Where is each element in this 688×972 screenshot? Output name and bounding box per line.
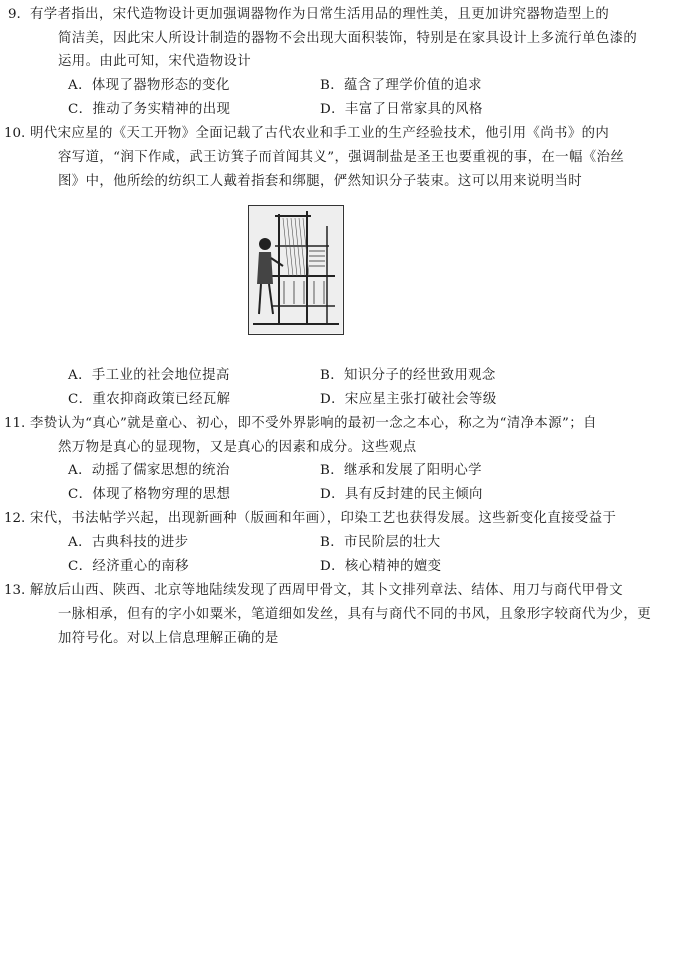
option-d[interactable]: D．具有反封建的民主倾向	[320, 487, 483, 502]
question-text-line: 图》中，他所绘的纺织工人戴着指套和绑腿，俨然知识分子装束。这可以用来说明当时	[58, 174, 583, 189]
option-d[interactable]: D．核心精神的嬗变	[320, 559, 442, 574]
question-number: 13.	[4, 583, 26, 598]
option-c[interactable]: C．推动了务实精神的出现	[68, 102, 231, 117]
question-text-line: 有学者指出，宋代造物设计更加强调器物作为日常生活用品的理性美，且更加讲究器物造型上的	[30, 7, 610, 22]
option-b[interactable]: B．蕴含了理学价值的追求	[320, 78, 482, 93]
option-c[interactable]: C．重农抑商政策已经瓦解	[68, 392, 231, 407]
question-number: 12.	[4, 511, 26, 526]
question-text-line: 运用。由此可知，宋代造物设计	[58, 54, 252, 69]
option-d[interactable]: D．丰富了日常家具的风格	[320, 102, 483, 117]
option-b[interactable]: B．知识分子的经世致用观念	[320, 368, 496, 383]
option-a[interactable]: A．体现了器物形态的变化	[68, 78, 230, 93]
option-c[interactable]: C．体现了格物穷理的思想	[68, 487, 231, 502]
question-text-line: 解放后山西、陕西、北京等地陆续发现了西周甲骨文，其卜文排列章法、结体、用刀与商代甲骨文	[30, 583, 623, 598]
option-a[interactable]: A．手工业的社会地位提高	[68, 368, 230, 383]
question-text-line: 简洁美，因此宋人所设计制造的器物不会出现大面积装饰，特别是在家具设计上多流行单色漆的	[58, 31, 638, 46]
question-text-line: 加符号化。对以上信息理解正确的是	[58, 631, 279, 646]
question-text-line: 容写道，“润下作咸，武王访箕子而首闻其义”，强调制盐是圣王也要重视的事，在一幅《治丝	[58, 150, 625, 165]
option-b[interactable]: B．市民阶层的壮大	[320, 535, 441, 550]
question-text-line: 一脉相承，但有的字小如粟米，笔道细如发丝，具有与商代不同的书风，且象形字较商代为少，更	[58, 607, 651, 622]
question-text-line: 李贽认为“真心”就是童心、初心，即不受外界影响的最初一念之本心，称之为“清净本源”；自	[30, 416, 597, 431]
option-b[interactable]: B．继承和发展了阳明心学	[320, 463, 482, 478]
question-number: 9.	[8, 7, 21, 22]
weaving-illustration	[248, 205, 344, 335]
question-text-line: 明代宋应星的《天工开物》全面记载了古代农业和手工业的生产经验技术，他引用《尚书》的内	[30, 126, 610, 141]
question-number: 10.	[4, 126, 26, 141]
option-c[interactable]: C．经济重心的南移	[68, 559, 189, 574]
question-text-line: 宋代，书法帖学兴起，出现新画种（版画和年画），印染工艺也获得发展。这些新变化直接受益于	[30, 511, 617, 526]
question-text-line: 然万物是真心的显现物，又是真心的因素和成分。这些观点	[58, 440, 417, 455]
option-d[interactable]: D．宋应星主张打破社会等级	[320, 392, 497, 407]
option-a[interactable]: A．古典科技的进步	[68, 535, 189, 550]
loom-worker-icon	[249, 206, 342, 333]
question-number: 11.	[4, 416, 26, 431]
option-a[interactable]: A．动摇了儒家思想的统治	[68, 463, 230, 478]
